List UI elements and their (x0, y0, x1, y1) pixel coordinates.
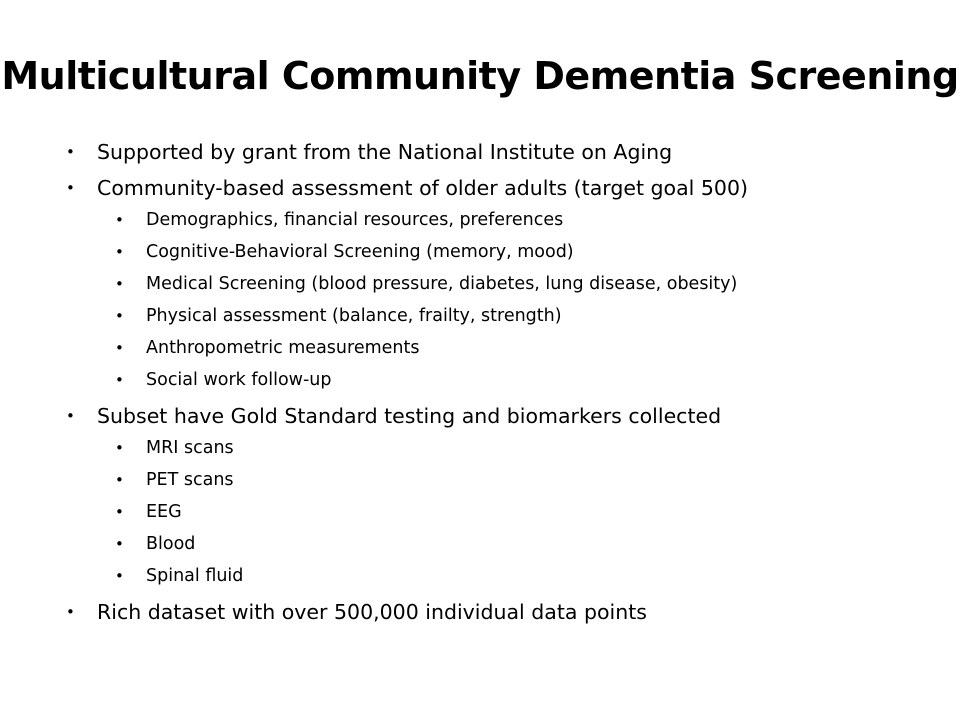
bullet-text: Subset have Gold Standard testing and biomarkers collected (97, 404, 722, 428)
sub-bullet-text: Blood (146, 534, 196, 554)
sub-bullet-text: Medical Screening (blood pressure, diabetes, lung disease, obesity) (146, 274, 738, 294)
bullet-icon: • (66, 407, 75, 425)
sub-bullet-text: Demographics, financial resources, preferences (146, 210, 564, 230)
sub-bullet-item (66, 433, 946, 464)
sub-bullet-text: PET scans (146, 470, 234, 490)
sub-bullet-item (66, 205, 946, 236)
bullet-text: Supported by grant from the National Institute on Aging (97, 140, 673, 164)
bullet-text: Community-based assessment of older adults (target goal 500) (97, 176, 748, 200)
sub-bullet-item (66, 529, 946, 560)
bullet-item (66, 596, 946, 628)
bullet-item (66, 400, 946, 432)
sub-bullet-item (66, 269, 946, 300)
bullet-icon: • (115, 243, 124, 261)
bullet-icon: • (115, 339, 124, 357)
bullet-list (66, 136, 946, 628)
bullet-item (66, 136, 946, 168)
sub-bullet-text: Physical assessment (balance, frailty, strength) (146, 306, 562, 326)
sub-bullet-item (66, 497, 946, 528)
sub-bullet-text: Anthropometric measurements (146, 338, 420, 358)
bullet-icon: • (115, 503, 124, 521)
bullet-text: Rich dataset with over 500,000 individual data points (97, 600, 647, 624)
bullet-icon: • (115, 211, 124, 229)
bullet-item (66, 172, 946, 204)
sub-bullet-text: Cognitive-Behavioral Screening (memory, mood) (146, 242, 574, 262)
sub-bullet-item (66, 561, 946, 592)
sub-bullet-text: Social work follow-up (146, 370, 332, 390)
sub-bullet-item (66, 333, 946, 364)
bullet-icon: • (66, 603, 75, 621)
sub-bullet-item (66, 301, 946, 332)
sub-bullet-text: Spinal fluid (146, 566, 244, 586)
bullet-icon: • (115, 567, 124, 585)
bullet-icon: • (66, 143, 75, 161)
bullet-icon: • (115, 307, 124, 325)
bullet-icon: • (66, 179, 75, 197)
bullet-icon: • (115, 535, 124, 553)
bullet-icon: • (115, 371, 124, 389)
sub-bullet-item (66, 365, 946, 396)
sub-bullet-item (66, 237, 946, 268)
bullet-icon: • (115, 275, 124, 293)
slide-title: Multicultural Community Dementia Screening (1, 54, 959, 98)
sub-bullet-text: EEG (146, 502, 182, 522)
sub-bullet-text: MRI scans (146, 438, 234, 458)
bullet-icon: • (115, 439, 124, 457)
bullet-icon: • (115, 471, 124, 489)
sub-bullet-item (66, 465, 946, 496)
